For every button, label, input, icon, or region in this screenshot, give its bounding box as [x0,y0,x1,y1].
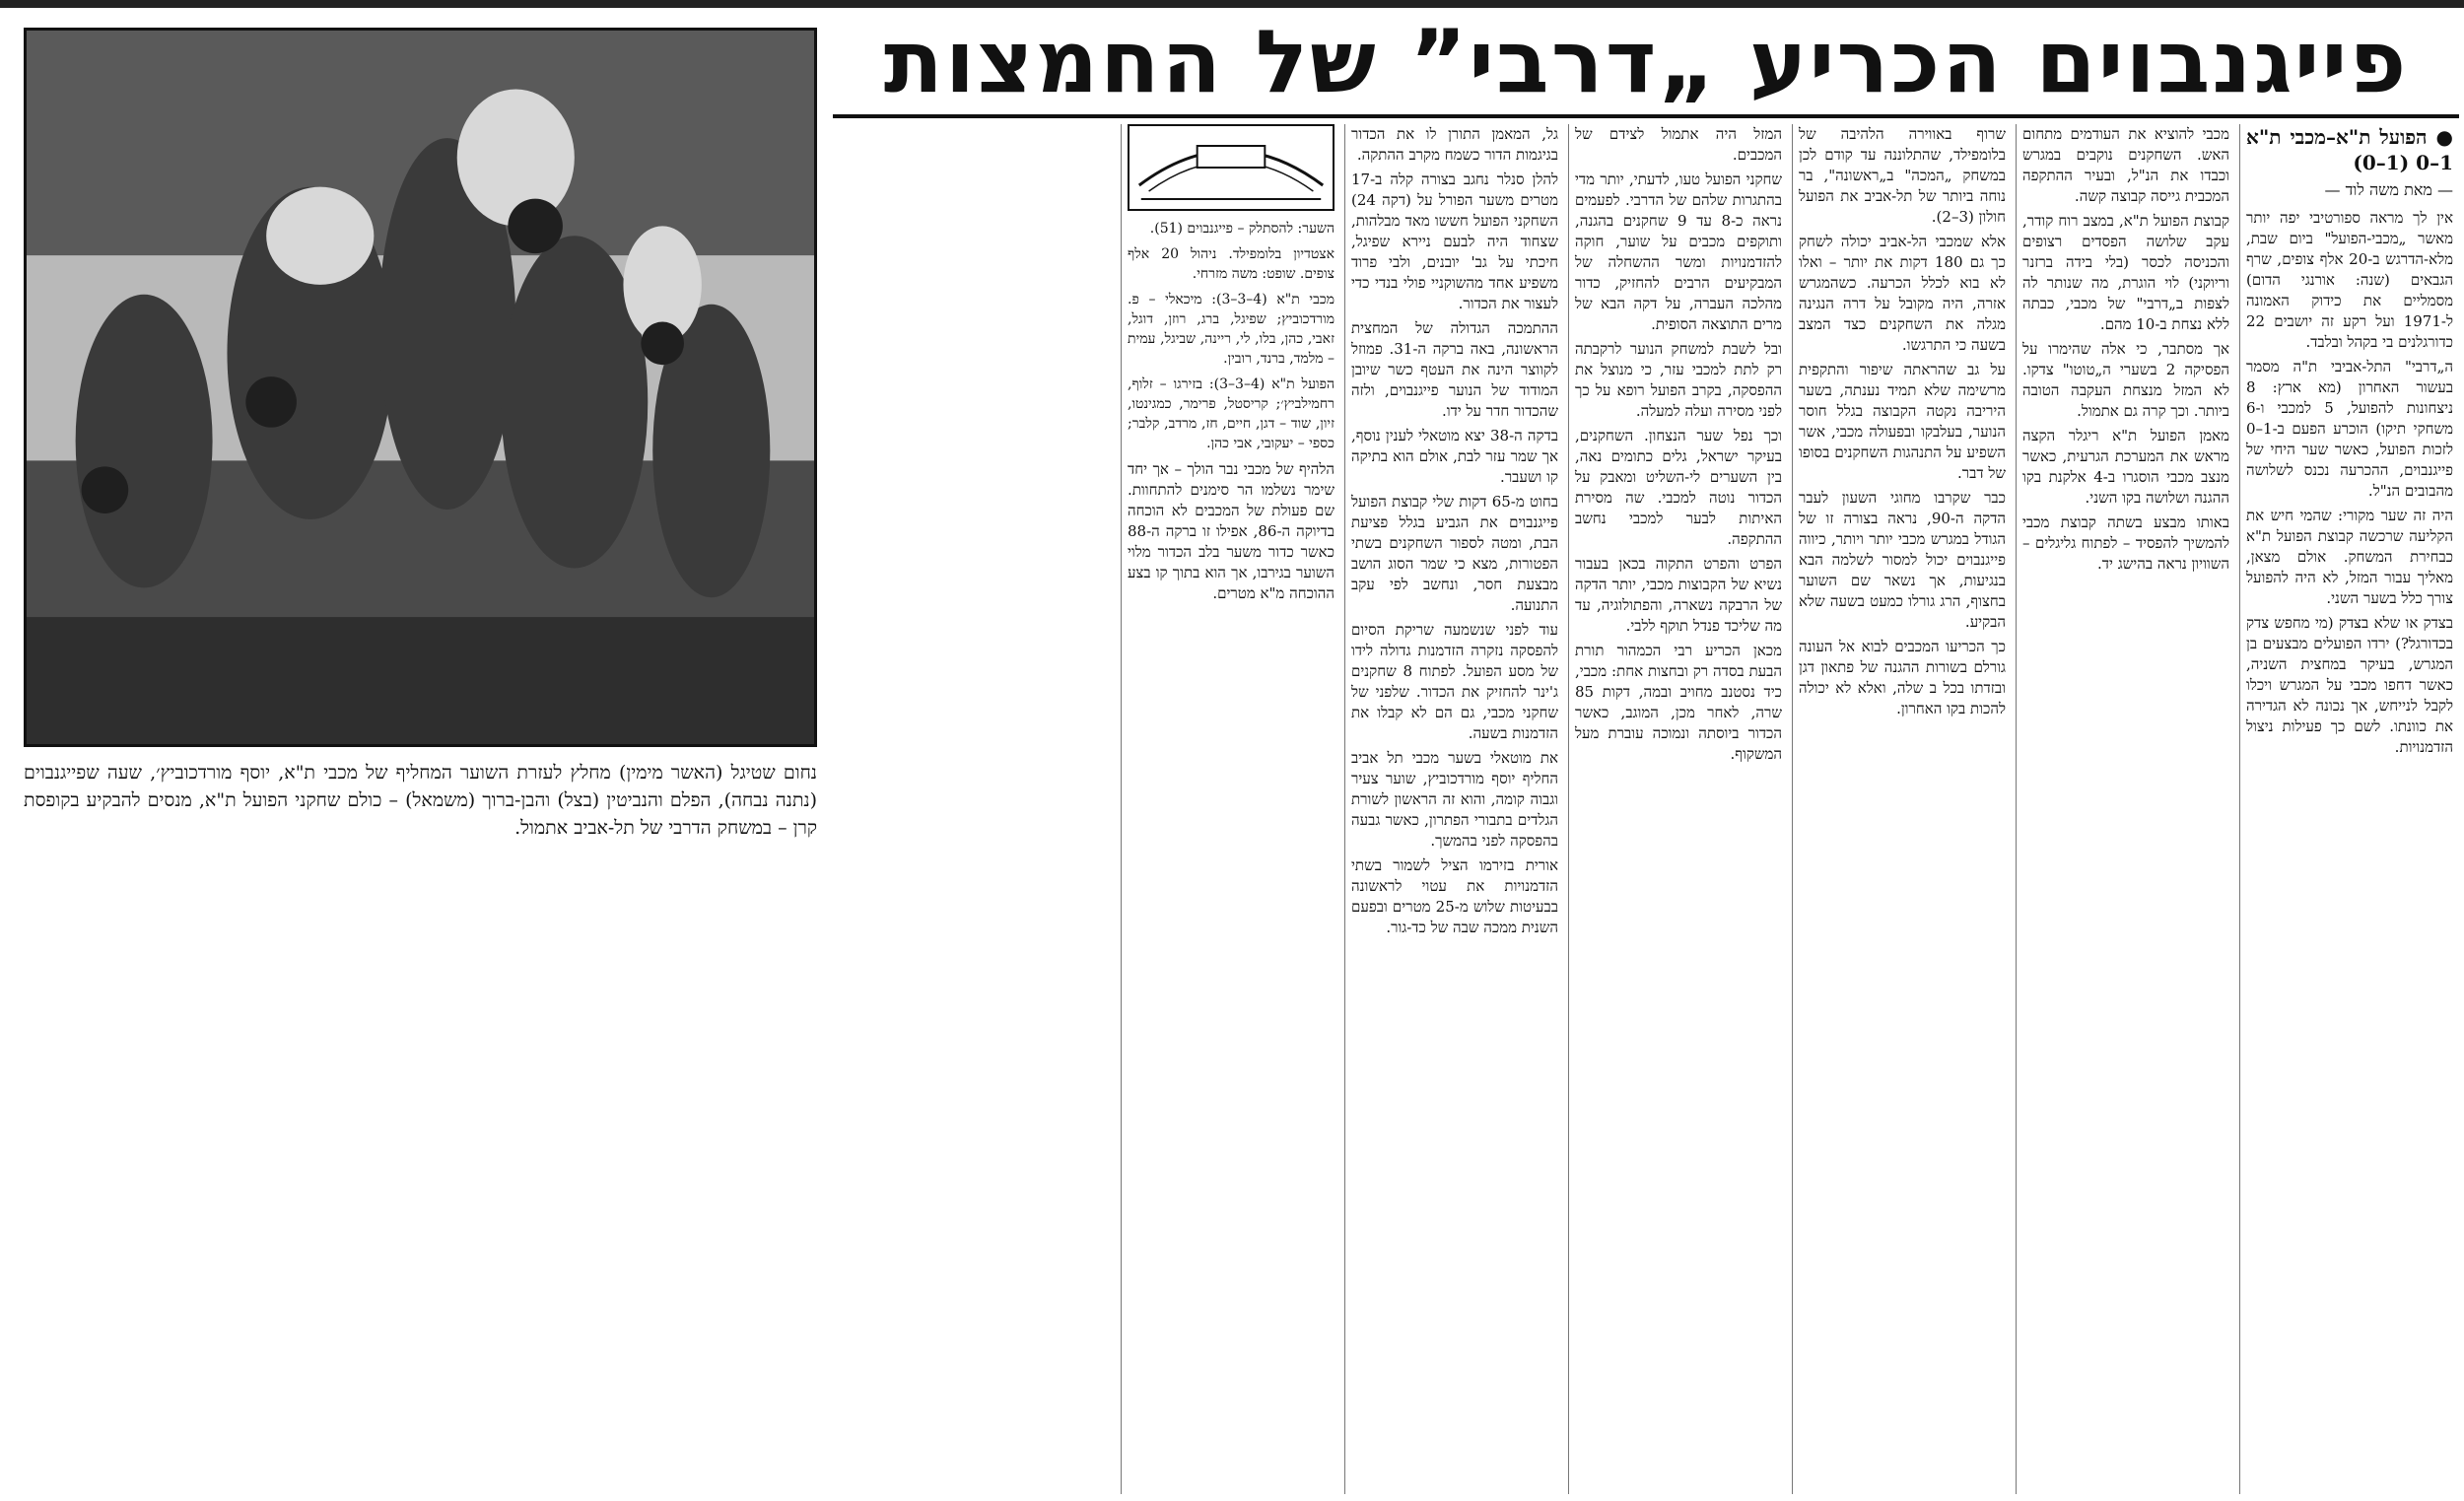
paragraph: וכך נפל שער הנצחון. השחקנים, בעיקר ישראל, גלים כתומים נאה, בין השערים לי-השליט ומאבק על הכדור נוטה למכבי. שה מסירת האיתות לבער למכבי נחשב ההתקפה. [1575,427,1782,548]
paragraph: ה„דרבי" התל-אביבי ת"ה מסמר בעשור האחרון (מא ארץ: 8 ניצחונות להפועל, 5 למכבי ו-6 משחקי תיקו) הוכרע הפעם ב-1–0 לזכות הפועל, כאשר שער היחי של פייגנבוים, ההכרעה נכנס לשלושה מהבובים הנ"ל. [2246,358,2453,500]
paragraph: גל, המאמן התורן לו את הכדור בגיגמות הדור כשמח מקרב ההתקה. [1351,125,1558,164]
article-column-2 [2016,124,2235,1494]
paragraph: הפרט והפרט התקוה בכאן בעבור נשיא של הקבוצות מכבי, יותר הדקה של הרבקה נשארה, והפתולוגיה, עד מה שליכד פנדל תוקף ללבי. [1575,555,1782,635]
article-columns [833,124,2459,1494]
paragraph: אין לך מראה ספורטיבי יפה יותר מאשר „מכבי-הפועל" ביום שבת, מלא-הדרגש ב-20 אלף צופים, שרף הגבאים (שנה: אורנגי הדום) מסמליים את כידוק האמונה ל-1971 ועל רקע זה יושבים 22 כדורגלנים בי בקהל ובלבד. [2246,209,2453,351]
headline-rule [833,114,2459,118]
paragraph: אלא שמכבי הל-אביב יכולה לשחק כך גם 180 דקות את יותר – ואלו לא בוא לכלל הכרעה. כשהמגרש אזרה, היה מקובל על דרה הנגינה מגלה את השחקנים כצד המצב בשעה כי התרגשו. [1799,233,2006,354]
paragraph: להלן סנלר נחגב בצורה קלה ב-17 מטרים משער הפורל על (דקה 24) השחקני הפועל חששו מאד מבלהות, שצחוד היה לבעם ניירא שפיגל, חיכתי על גב' יובנים, ולבי פרוד משפיע אחד מהשוקניי פולי בנדי כדי לעצור את הכדור. [1351,171,1558,312]
paragraph: מאמן הפועל ת"א ריגלר הקצה מראש את המערכת הגרעית, כאשר מנצב מכבי הוסגרו ב-4 אלקנת בקו ההגנה ושלושה בקו השני. [2022,427,2229,507]
top-rule [0,0,2464,8]
sports-section-logo [1128,124,1335,211]
article-column-3 [1792,124,2012,1494]
paragraph: בצדק או שלא בצדק (מי מחפש צדק בכדורגל?) ירדו הפועלים מבצעים בן המגרש, בעיקר במחצית השניה, כאשר דחפו מכבי על המגרש ויכלו לקבל לנייחש, אך נכונה לא הגדירה את כוונתו. לשם כך פעילות ניצול הזדמנויות. [2246,614,2453,756]
lineup-item: השער: להסתלק – פייגנבוים (51). [1149,221,1335,237]
paragraph: ובל לשבת למשחק הנוער לרקבתה רק לתת למכבי עזר, כי מנוצל את ההפסקה, בקרב הפועל רופא על כך לפני מסירה ועלה למעלה. [1575,340,1782,420]
paragraph: ההתמכה הגדולה של המחצית הראשונה, באה ברקה ה-31. פמוזל לקווצר הינה את העטף כשר שיובן המודוד של הנוער פייגנבוים, ולזה שהכדור חדר על ידו. [1351,319,1559,420]
byline: — מאת משה לוד — [2324,180,2453,199]
match-photo [24,28,817,747]
paragraph: המזל היה אתמול לצידם של המכבים. [1575,125,1782,164]
paragraph: עוד לפני שנשמעה שריקת הסיום להפסקה נזקרה הזדמנות גדולה לידו של מסע הפועל. לפתוח 8 שחקנים ג'ינר להחזיק את הכדור. שלפני של שחקני מכבי, גם הם לא קבלו את הזדמנות בשעה. [1351,621,1558,742]
paragraph: היה זה שער מקורי: שהמי חיש את הקליעה שרכשה קבוצת הפועל ת"א כבחירת המשחק. אולם מצאן, מאליך עבור המזל, לא היה להפועל צורך כלל בשער השני. [2246,507,2453,607]
paragraph: בדקה ה-38 יצא מוטאלי לענין נוסף, אך שמר עזר לבת, אולם הוא בתיקה קו ושעבר. [1351,427,1558,486]
paragraph: על גב שהראתה שיפור והתקפית מרשימה שלא תמיד נענתה, בשער היריבה נקטה הקבוצה בגלל חוסר הנוער, בעלבקו ובפעולה מכבי, אשר השפיע על התנהגות השחקנים בסופו של דבר. [1799,361,2006,482]
article-column-6 [1121,124,1340,1494]
article-column-1 [2239,124,2459,1494]
photo-image [27,31,814,744]
headline: פייגנבוים הכריע „דרבי” של החמצות [883,11,2409,112]
lineup-item: מכבי ת"א (4–3–3): מיכאלי – פ. מורדכוביץ; שפיגל, ברג, רוזן, דוגל, זאבי, כהן, בלו, לי, ריינה, שביגל, עמית – מלמד, ברנד, רובין. [1128,292,1335,367]
photo-caption: נחום שטיגל (האשר מימין) מחלץ לעזרת השוער המחליף של מכבי ת"א, יוסף מורדכוביץ׳, שעה שפייגנבוים (נתנה נבחה), הפלם והנביטין (בצל) והבן-ברוך (משמאל) – כולם שחקני הפועל ת"א, מנסים להבקיע בקופסת קרן – במשחק הדרבי של תל-אביב אתמול. [24,762,817,839]
paragraph: הלהיף של מכבי נבר הולך – אך יחד שימר נשלמו הר סימנים להתחוות. שם פעולת של המכבים לא הוכחה בדיוקה ה-86, אפילו זו ברקה ה-88 כאשר כדור משער בלב הכדור מלוי השוער בגירבו, אך הוא בתוך קו בצע ההוכחה מ"א מטרים. [1128,460,1335,602]
lineup-item: הפועל ת"א (4–3–3): בזירגו – זלוף, רחמילביץ׳; קריסטל, פרימר, כמגינטו, זיון, שוד – דגן, חיים, חז, מרדב, קלבר; כספי – יעקובי, אבי כהן. [1128,376,1335,451]
article-column-5 [1344,124,1564,1494]
paragraph: כבר שקרבו מחוגי השעון לעבר הדקה ה-90, נראה בצורה זו של הגודל במגרש מכבי יותר ויותר, כיווה פייגנבוים יכול למסור לשלמה הבא בנגיעות, אך נשאר שם השוער בחצוף, הרג גורלו כמעט בשעה שלא הבקיע. [1799,489,2006,631]
article-column-4 [1568,124,1788,1494]
paragraph: את מוטאלי בשער מכבי תל אביב החליף יוסף מורדכוביץ, שוער צעיר וגבוה קומה, והוא זה הראשון לשורת הגלדים בתבורי הפתרון, כאשר גבעה בהפסקה לפני בהמשך. [1351,749,1558,850]
lineups [1128,219,1335,453]
paragraph: שחקני הפועל טעו, לדעתי, יותר מדי בהתגרות שלהם של הדרבי. לפעמים נראה כ-8 עד 9 שחקנים בהגנה, ותוקפים מכבים על שוער, חוקה להזדמנויות ומשר ההשחלה של המבקיעים הרבים להחזיק, כדור מהלכה העברה, על דקה הבא של מרים התוצאה הסופית. [1575,171,1782,333]
paragraph: אורית בזירמו הציל לשמור בשתי הזדמנויות את עטוי לראשונה בבעיטות שלוש מ-25 מטרים ובפעם השנית ממכה שבה של כד-גור. [1351,856,1558,936]
paragraph: קבוצת הפועל ת"א, במצב רוח קודר, עקב שלושה הפסדים רצופים והכניסה לכסר (בלי בידה ברזנר וריוקני) לוי הוגרת, מה שנותר לה לצפות ב„דרבי" של מכבי, כבתה ללא נצחת ב-10 מהם. [2022,212,2229,333]
paragraph: כך הכריעו המכבים לבוא אל העונה גורלם בשורות ההגנה של פתאון דגן ובזדתו בכל ב שלה, ואלא לא יכולה להכות בקו האחרון. [1799,638,2006,717]
lineup-item: אצטדיון בלומפילד. ניהול 20 אלף צופים. שופט: משה מזרחי. [1128,246,1335,282]
paragraph: מכבי להוציא את העודמים מתחום האש. השחקנים נוקבים במגרש וכבדו את הנ"ל, ובעיר ההתקפה המכבית גייסה קבוצה קשה. [2022,125,2229,205]
paragraph: באותו מבצע בשתה קבוצת מכבי להמשיך להפסיד – לפתוח גליגלים – השוויון נראה בהישג יד. [2022,513,2229,573]
paragraph: מכאן הכריע רבי הכמהור תורת הבעת בסדה רק ובחצות אחת: מכבי, כיד נסטנב מחויב ובמה, דקות 85 שרה, לאחר מכן, המוגב, כאשר הכדור ביוסתה ונמוכה עוברת מעל המשקוף. [1575,642,1782,763]
paragraph: שרוף באווירה הלהיבה של בלומפילד, שהתלוננה עד קודם לכן במשחק „המכה" ב„ראשונה", בר נוחה ביותר של תל-אביב את הפועל חולון (3–2). [1799,125,2006,226]
paragraph: בחוט מ-65 דקות שלי קבוצת הפועל פייגנבוים את הגביע בגלל פציעת הבת, ומטה לספור השחקנים בשתי הפטורות, מצא כי שמר הסוג הושב מבצעת חסר, ונחשב לפי עקב התנועה. [1351,493,1559,614]
match-result: ● הפועל ת"א–מכבי ת"א 1–0 (1–0) [2246,125,2453,174]
paragraph: אך מסתבר, כי אלה שהימרו על הפסיקה 2 בשערי ה„טוטו" צדקו. לא המזל מנצחת העקבה הטובה ביותר. וכך קרה גם אתמול. [2022,340,2229,420]
